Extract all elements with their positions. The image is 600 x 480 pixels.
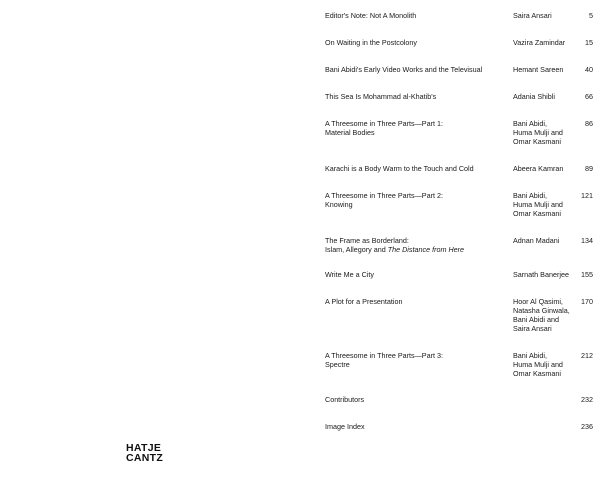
toc-author-line: Bani Abidi, xyxy=(513,351,547,360)
toc-entry-page: 66 xyxy=(585,92,593,101)
publisher-logo xyxy=(126,443,163,463)
logo-line-1: HATJE xyxy=(126,442,162,454)
logo-line-2: CANTZ xyxy=(126,452,164,464)
toc-entry-author xyxy=(513,270,575,279)
toc-author-line: Huma Mulji and xyxy=(513,200,563,209)
toc-entry-page: 134 xyxy=(581,236,593,245)
toc-entry-page: 5 xyxy=(589,11,593,20)
toc-entry-title xyxy=(325,297,505,306)
toc-entry-title xyxy=(325,422,505,431)
toc-author-line: Adnan Madani xyxy=(513,236,560,245)
toc-author-line: Hemant Sareen xyxy=(513,65,564,74)
toc-title-line: This Sea Is Mohammad al-Khatib's xyxy=(325,92,437,101)
toc-entry-title xyxy=(325,164,505,173)
toc-entry-title xyxy=(325,191,505,209)
toc-entry-author xyxy=(513,92,575,101)
toc-entry-author xyxy=(513,191,575,218)
toc-entry-page: 212 xyxy=(581,351,593,360)
toc-entry-author xyxy=(513,38,575,47)
toc-title-line: Knowing xyxy=(325,200,353,209)
toc-entry-page: 89 xyxy=(585,164,593,173)
toc-entry-title xyxy=(325,395,505,404)
toc-entry-title xyxy=(325,65,505,74)
toc-author-line: Natasha Ginwala, xyxy=(513,306,570,315)
toc-title-line: Editor's Note: Not A Monolith xyxy=(325,11,417,20)
toc-entry-page: 170 xyxy=(581,297,593,306)
toc-author-line: Saira Ansari xyxy=(513,324,552,333)
toc-author-line: Bani Abidi, xyxy=(513,191,547,200)
toc-author-line: Bani Abidi and xyxy=(513,315,559,324)
toc-title-line: Bani Abidi's Early Video Works and the Televisual xyxy=(325,65,483,74)
toc-entry-page: 40 xyxy=(585,65,593,74)
toc-title-line: Image Index xyxy=(325,422,365,431)
toc-entry-author xyxy=(513,119,575,146)
toc-entry-author xyxy=(513,11,575,20)
toc-entry-page: 236 xyxy=(581,422,593,431)
toc-entry-author xyxy=(513,297,575,333)
toc-title-line: On Waiting in the Postcolony xyxy=(325,38,418,47)
toc-title-line: The Frame as Borderland: xyxy=(325,236,409,245)
toc-title-line: Material Bodies xyxy=(325,128,375,137)
toc-author-line: Huma Mulji and xyxy=(513,360,563,369)
toc-entry-author xyxy=(513,164,575,173)
toc-title-line: Spectre xyxy=(325,360,350,369)
toc-title-line: A Threesome in Three Parts—Part 2: xyxy=(325,191,443,200)
toc-author-line: Hoor Al Qasimi, xyxy=(513,297,563,306)
toc-title-line: Karachi is a Body Warm to the Touch and Cold xyxy=(325,164,474,173)
toc-entry-title xyxy=(325,270,505,279)
toc-title-italic: The Distance from Here xyxy=(387,245,465,254)
toc-title-line: Write Me a City xyxy=(325,270,374,279)
toc-author-line: Sarnath Banerjee xyxy=(513,270,569,279)
toc-author-line: Vazira Zamindar xyxy=(513,38,566,47)
toc-entry-title xyxy=(325,92,505,101)
toc-author-line: Adania Shibli xyxy=(513,92,555,101)
toc-entry-title xyxy=(325,38,505,47)
toc-entry-author xyxy=(513,236,575,245)
toc-entry-title xyxy=(325,119,505,137)
toc-entry-title xyxy=(325,236,505,254)
toc-entry-title xyxy=(325,11,505,20)
toc-author-line: Abeera Kamran xyxy=(513,164,564,173)
toc-author-line: Omar Kasmani xyxy=(513,369,561,378)
toc-title-line: Contributors xyxy=(325,395,365,404)
toc-entry-page: 232 xyxy=(581,395,593,404)
toc-title-line: A Threesome in Three Parts—Part 1: xyxy=(325,119,443,128)
toc-entry-page: 121 xyxy=(581,191,593,200)
toc-author-line: Omar Kasmani xyxy=(513,137,561,146)
toc-entry-page: 86 xyxy=(585,119,593,128)
toc-author-line: Bani Abidi, xyxy=(513,119,547,128)
toc-entry-author xyxy=(513,65,575,74)
toc-title-line: A Threesome in Three Parts—Part 3: xyxy=(325,351,443,360)
toc-entry-page: 155 xyxy=(581,270,593,279)
toc-author-line: Omar Kasmani xyxy=(513,209,561,218)
toc-author-line: Huma Mulji and xyxy=(513,128,563,137)
toc-entry-title xyxy=(325,351,505,369)
toc-author-line: Saira Ansari xyxy=(513,11,552,20)
toc-entry-author xyxy=(513,351,575,378)
toc-title-line: A Plot for a Presentation xyxy=(325,297,403,306)
toc-entry-page: 15 xyxy=(585,38,593,47)
toc-title-line: Islam, Allegory and The Distance from Here xyxy=(325,245,465,254)
